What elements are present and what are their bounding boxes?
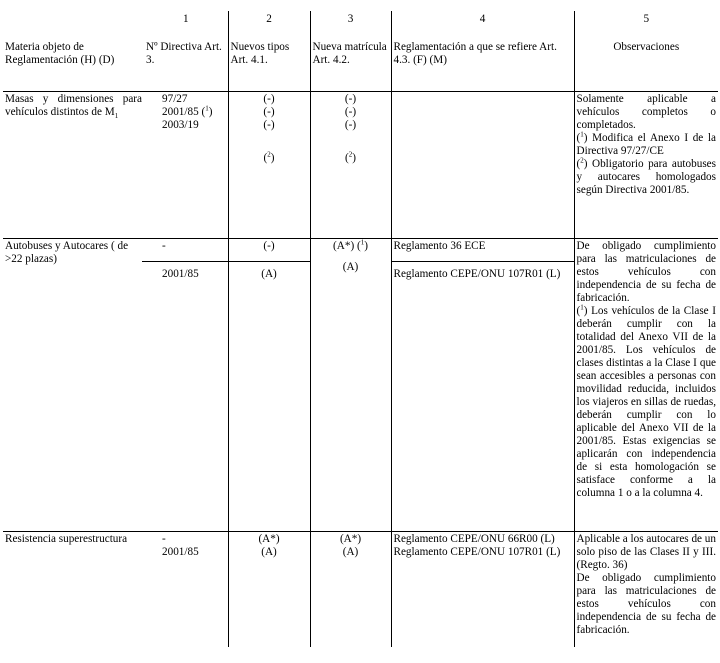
nuevos-tipos-value: (A*) — [258, 533, 280, 545]
reglamentacion-value: Reglamento CEPE/ONU 107R01 (L) — [393, 268, 561, 280]
materia-cell — [3, 92, 144, 239]
nuevos-tipos-value: (A) — [261, 546, 277, 558]
table-row — [3, 92, 718, 239]
materia-text: Masas y dimensiones para vehículos distintos de M — [5, 93, 142, 118]
nuevos-tipos-value: (-) — [263, 240, 275, 252]
observacion-text: Solamente aplicable a vehículos completos o completados. — [576, 93, 716, 131]
column-number-4: 4 — [391, 11, 574, 40]
header-nueva-matricula: Nueva matrícula Art. 4.2. — [310, 40, 391, 92]
header-directiva: Nº Directiva Art. 3. — [144, 40, 228, 92]
observacion-text: De obligado cumplimiento para las matriculaciones de estos vehículos con independencia de su fecha de fabricación. — [576, 572, 716, 636]
nueva-matricula-value: (A) — [342, 261, 359, 273]
observacion-footnote: ($^1$) Modifica el Anexo I de la Directiva 97/27/CE — [576, 130, 716, 157]
nuevos-tipos-value: (-) — [263, 119, 275, 131]
nuevos-tipos-value: (A) — [261, 268, 277, 280]
nueva-matricula-cell — [310, 239, 391, 532]
footnote-ref: 1 — [205, 104, 209, 113]
footnote-note: ($^2$) — [345, 150, 356, 164]
nuevos-tipos-cell — [228, 92, 310, 239]
column-number-row — [3, 11, 718, 40]
reglamentacion-value: Reglamento 36 ECE — [393, 240, 486, 252]
nueva-matricula-value: (-) — [344, 106, 357, 118]
directiva-value: - — [162, 240, 166, 252]
footnote-note: ($^2$) — [263, 150, 275, 164]
nuevos-tipos-value: (-) — [263, 93, 275, 105]
header-nuevos-tipos: Nuevos tipos Art. 4.1. — [228, 40, 310, 92]
directiva-value: 2001/85 — [162, 268, 199, 280]
nueva-matricula-cell — [310, 532, 391, 647]
nueva-matricula-value: (A) — [342, 546, 359, 558]
nueva-matricula-value: (-) — [344, 93, 357, 105]
nueva-matricula-value: (A*) ($^1$) — [333, 238, 368, 252]
directiva-value: 97/27 — [162, 93, 188, 105]
column-number-empty — [3, 11, 144, 40]
nuevos-tipos-cell — [228, 532, 310, 647]
column-number-3: 3 — [310, 11, 391, 40]
table-row — [3, 532, 718, 647]
directiva-cell — [144, 532, 228, 647]
column-number-5: 5 — [643, 13, 650, 25]
reglamentacion-value: Reglamento CEPE/ONU 66R00 (L) — [393, 533, 555, 545]
nueva-matricula-value: (-) — [344, 119, 357, 131]
column-number-1: 1 — [144, 11, 228, 40]
directiva-cell — [144, 92, 228, 239]
regulation-table — [3, 11, 718, 647]
observaciones-cell — [574, 239, 718, 532]
table-row — [3, 239, 718, 532]
materia-text: Autobuses y Autocares ( de >22 plazas) — [5, 240, 129, 265]
nueva-matricula-value: (A*) — [339, 533, 362, 545]
reglamentacion-cell — [391, 239, 574, 532]
header-reglamentacion: Reglamentación a que se refiere Art. 4.3. (F) (M) — [391, 40, 574, 92]
materia-cell — [3, 532, 144, 647]
materia-cell — [3, 239, 144, 532]
nueva-matricula-cell — [310, 92, 391, 239]
materia-subscript: 1 — [114, 112, 119, 121]
directiva-value: 2001/85 ($^1$) — [162, 104, 213, 118]
header-row — [3, 40, 718, 92]
materia-text: Resistencia superestructura — [5, 533, 128, 545]
observacion-text: Aplicable a los autocares de un solo piso de las Clases II y III. (Regto. 36) — [576, 533, 716, 571]
reglamentacion-value: Reglamento CEPE/ONU 107R01 (L) — [393, 546, 561, 558]
observaciones-cell — [574, 532, 718, 647]
nuevos-tipos-cell — [228, 239, 310, 532]
nuevos-tipos-value: (-) — [263, 106, 275, 118]
column-number-2: 2 — [228, 11, 310, 40]
reglamentacion-cell — [391, 532, 574, 647]
directiva-value: - — [162, 533, 166, 545]
observacion-footnote: ($^2$) Obligatorio para autobuses y autocares homologados según Directiva 2001/85. — [576, 156, 716, 196]
observacion-footnote: ($^1$) Los vehículos de la Clase I deberán cumplir con la totalidad del Anexo VII de la 2001/85. Los vehículos de clases distintas a la Clase I que sean accesibles a personas con movilidad reducida, incluidos los viajeros en sillas de ruedas, deberán cumplir con lo aplicable del Anexo VII de la 2001/85. Estas exigencias se aplicarán con independencia de si esta homologación se satisface conforme a la columna 1 o a la columna 4. — [576, 303, 716, 499]
directiva-cell — [144, 239, 228, 532]
reglamentacion-cell — [391, 92, 574, 239]
observaciones-cell — [574, 92, 718, 239]
observacion-text: De obligado cumplimiento para las matriculaciones de estos vehículos con independencia de su fecha de fabricación. — [576, 240, 716, 304]
directiva-value: 2003/19 — [162, 119, 199, 131]
directiva-value: 2001/85 — [162, 546, 199, 558]
header-materia: Materia objeto de Reglamentación (H) (D) — [3, 40, 144, 92]
header-observaciones: Observaciones — [574, 40, 718, 92]
